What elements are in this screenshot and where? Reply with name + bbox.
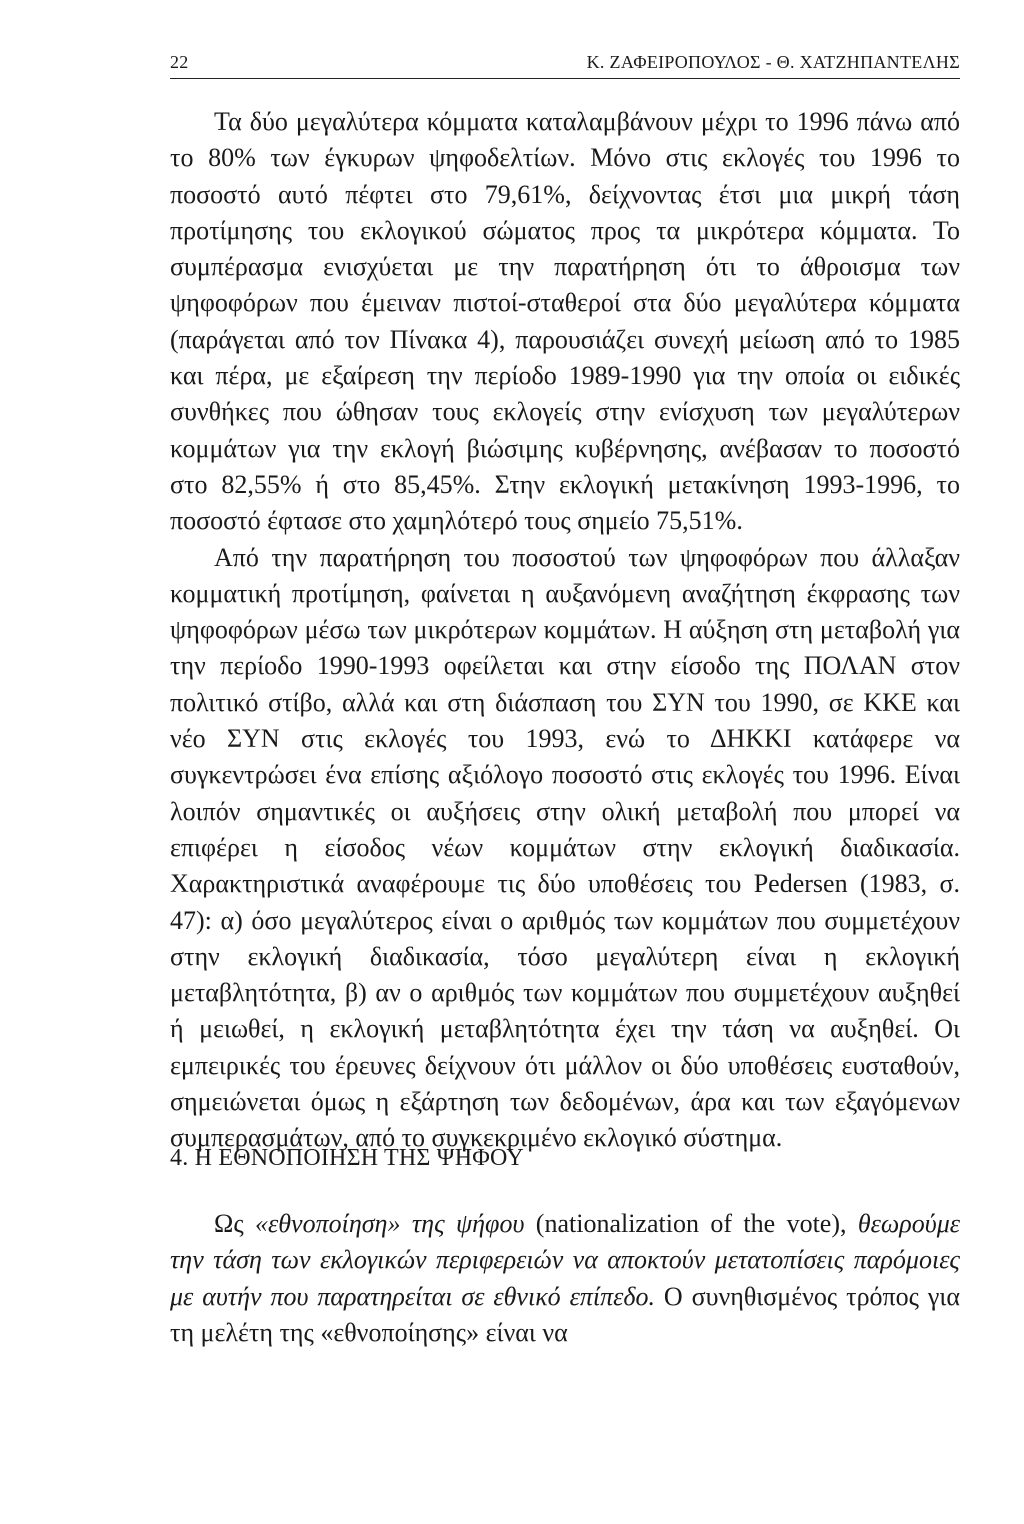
- paragraph-1: Τα δύο μεγαλύτερα κόμματα καταλαμβάνουν μέχρι το 1996 πάνω από το 80% των έγκυρων ψηφοδελτίων. Μόνο στις εκλογές του 1996 το ποσοστό αυτό πέφτει στο 79,61%, δείχνοντας έτσι μια μικρή τάση προτίμησης του εκλογικού σώματος προς τα μικρότερα κόμματα. Το συμπέρασμα ενισχύεται με την παρατήρηση ότι το άθροισμα των ψηφοφόρων που έμειναν πιστοί-σταθεροί στα δύο μεγαλύτερα κόμματα (παράγεται από τον Πίνακα 4), παρουσιάζει συνεχή μείωση από το 1985 και πέρα, με εξαίρεση την περίοδο 1989-1990 για την οποία οι ειδικές συνθήκες που ώθησαν τους εκλογείς στην ενίσχυση των μεγαλύτερων κομμάτων για την εκλογή βιώσιμης κυβέρνησης, ανέβασαν το ποσοστό στο 82,55% ή στο 85,45%. Στην εκλογική μετακίνηση 1993-1996, το ποσοστό έφτασε στο χαμηλότερό τους σημείο 75,51%.: [170, 107, 960, 536]
- paragraph-2: Από την παρατήρηση του ποσοστού των ψηφοφόρων που άλλαξαν κομματική προτίμηση, φαίνεται η αυξανόμενη αναζήτηση έκφρασης των ψηφοφόρων μέσω των μικρότερων κομμάτων. Η αύξηση στη μεταβολή για την περίοδο 1990-1993 οφείλεται και στην είσοδο της ΠΟΛΑΝ στον πολιτικό στίβο, αλλά και στη διάσπαση του ΣΥΝ του 1990, σε ΚΚΕ και νέο ΣΥΝ στις εκλογές του 1993, ενώ το ΔΗΚΚΙ κατάφερε να συγκεντρώσει ένα επίσης αξιόλογο ποσοστό στις εκλογές του 1996. Είναι λοιπόν σημαντικές οι αυξήσεις στην ολική μεταβολή που μπορεί να επιφέρει η είσοδος νέων κομμάτων στην εκλογική διαδικασία. Χαρακτηριστικά αναφέρουμε τις δύο υποθέσεις του Pedersen (1983, σ. 47): α) όσο μεγαλύτερος είναι ο αριθμός των κομμάτων που συμμετέχουν στην εκλογική διαδικασία, τόσο μεγαλύτερη είναι η εκλογική μεταβλητότητα, β) αν ο αριθμός των κομμάτων που συμμετέχουν αυξηθεί ή μειωθεί, η εκλογική μεταβλητότητα έχει την τάση να αυξηθεί. Οι εμπειρικές του έρευνες δείχνουν ότι μάλλον οι δύο υποθέσεις ευσταθούν, σημειώνεται όμως η εξάρτηση των δεδομένων, άρα και των εξαγόμενων συμπερασμάτων, από το συγκεκριμένο εκλογικό σύστημα.: [170, 542, 960, 1153]
- body-text: [170, 104, 960, 1157]
- running-head-authors: Κ. ΖΑΦΕΙΡΟΠΟΥΛΟΣ - Θ. ΧΑΤΖΗΠΑΝΤΕΛΗΣ: [586, 52, 960, 72]
- definition-paragraph: [170, 1206, 960, 1351]
- page-number: 22: [170, 52, 189, 72]
- section-heading: 4. Η ΕΘΝΟΠΟΙΗΣΗ ΤΗΣ ΨΗΦΟΥ: [170, 1145, 524, 1171]
- definition-text-1: Ως: [214, 1209, 256, 1238]
- definition-term: «εθνοποίηση» της ψήφου: [255, 1209, 525, 1238]
- definition-statement: θεωρούμε την τάση των εκλογικών περιφερειών να αποκτούν μετατοπίσεις παρόμοιες με αυτήν που παρατηρείται σε εθνικό επίπεδο.: [170, 1209, 960, 1311]
- running-head: [170, 50, 960, 79]
- definition-text-2: (nationalization of the vote),: [524, 1209, 858, 1238]
- definition-text-3: Ο συνηθισμένος τρόπος για τη μελέτη της «εθνοποίησης» είναι να: [170, 1281, 961, 1347]
